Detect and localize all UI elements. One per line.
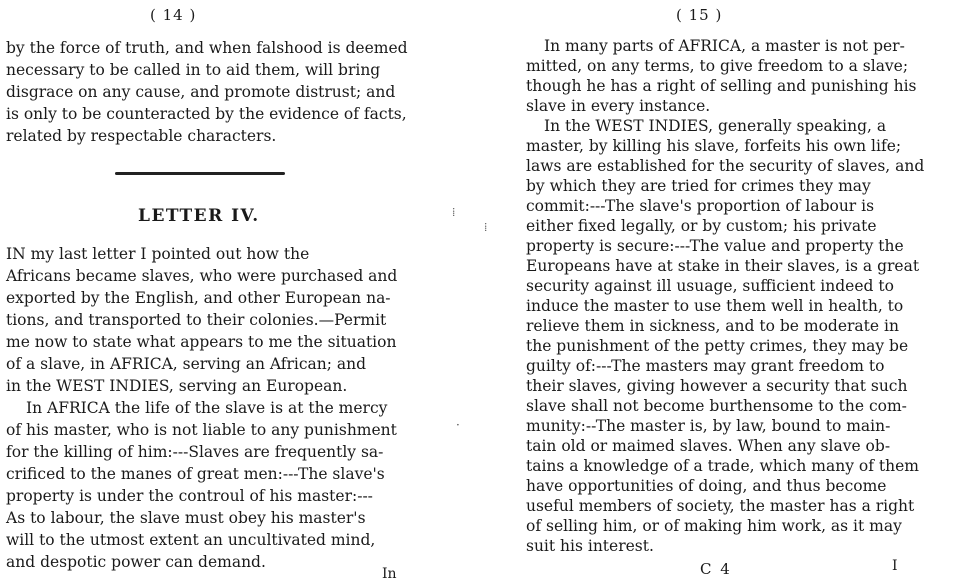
left-page — [0, 0, 420, 584]
right-page — [520, 0, 980, 584]
gutter-mark: ⁞ — [484, 220, 488, 234]
text-line: of selling him, or of making him work, as it may — [526, 517, 902, 535]
text-line: master, by killing his slave, forfeits his own life; — [526, 137, 902, 155]
text-line: necessary to be called in to aid them, will bring — [6, 61, 381, 79]
text-line: their slaves, giving however a security that such — [526, 377, 908, 395]
text-line: disgrace on any cause, and promote distrust; and — [6, 83, 396, 101]
text-line: have opportunities of doing, and thus become — [526, 477, 887, 495]
text-line: and despotic power can demand. — [6, 553, 266, 571]
text-line: suit his interest. — [526, 537, 654, 555]
text-line: crificed to the manes of great men:---The slave's — [6, 465, 385, 483]
text-line: in the WEST INDIES, serving an European. — [6, 377, 348, 395]
text-line: In the WEST INDIES, generally speaking, a — [544, 117, 887, 135]
text-line: for the killing of him:---Slaves are frequently sa- — [6, 443, 384, 461]
text-line: commit:---The slave's proportion of labour is — [526, 197, 875, 215]
catchword-right: I — [892, 558, 898, 574]
text-line: slave in every instance. — [526, 97, 711, 115]
text-line: induce the master to use them well in health, to — [526, 297, 904, 315]
text-line: relieve them in sickness, and to be moderate in — [526, 317, 899, 335]
text-line: tain old or maimed slaves. When any slave ob- — [526, 437, 891, 455]
text-line: is only to be counteracted by the evidence of facts, — [6, 105, 407, 123]
text-line: mitted, on any terms, to give freedom to a slave; — [526, 57, 909, 75]
text-line: property is secure:---The value and property the — [526, 237, 904, 255]
gutter-mark: · — [456, 418, 460, 432]
text-line: property is under the controul of his master:--- — [6, 487, 373, 505]
text-line: IN my last letter I pointed out how the — [6, 245, 310, 263]
section-rule — [115, 172, 285, 175]
text-line: of a slave, in AFRICA, serving an African; and — [6, 355, 367, 373]
page-number-left: ( 14 ) — [150, 6, 197, 24]
text-line: laws are established for the security of slaves, and — [526, 157, 925, 175]
page-number-right: ( 15 ) — [676, 6, 723, 24]
text-line: Europeans have at stake in their slaves, is a great — [526, 257, 920, 275]
text-line: guilty of:---The masters may grant freedom to — [526, 357, 885, 375]
text-line: security against ill usuage, sufficient indeed to — [526, 277, 894, 295]
text-line: me now to state what appears to me the situation — [6, 333, 397, 351]
text-line: tains a knowledge of a trade, which many of them — [526, 457, 919, 475]
gutter-mark: ⁞ — [452, 205, 456, 219]
text-line: In many parts of AFRICA, a master is not per- — [544, 37, 905, 55]
letter-heading: LETTER IV. — [138, 206, 260, 226]
text-line: munity:--The master is, by law, bound to main- — [526, 417, 891, 435]
text-line: related by respectable characters. — [6, 127, 277, 145]
text-line: the punishment of the petty crimes, they may be — [526, 337, 909, 355]
text-line: As to labour, the slave must obey his master's — [6, 509, 366, 527]
text-line: either fixed legally, or by custom; his private — [526, 217, 877, 235]
signature-mark: C 4 — [700, 560, 732, 578]
text-line: of his master, who is not liable to any punishment — [6, 421, 397, 439]
text-line: though he has a right of selling and punishing his — [526, 77, 917, 95]
text-line: exported by the English, and other European na- — [6, 289, 391, 307]
text-line: In AFRICA the life of the slave is at the mercy — [26, 399, 388, 417]
text-line: Africans became slaves, who were purchased and — [6, 267, 398, 285]
text-line: tions, and transported to their colonies.—Permit — [6, 311, 387, 329]
text-line: useful members of society, the master has a right — [526, 497, 915, 515]
text-line: by the force of truth, and when falshood is deemed — [6, 39, 408, 57]
catchword-left: In — [382, 566, 397, 582]
text-line: by which they are tried for crimes they may — [526, 177, 871, 195]
text-line: will to the utmost extent an uncultivated mind, — [6, 531, 376, 549]
text-line: slave shall not become burthensome to the com- — [526, 397, 907, 415]
